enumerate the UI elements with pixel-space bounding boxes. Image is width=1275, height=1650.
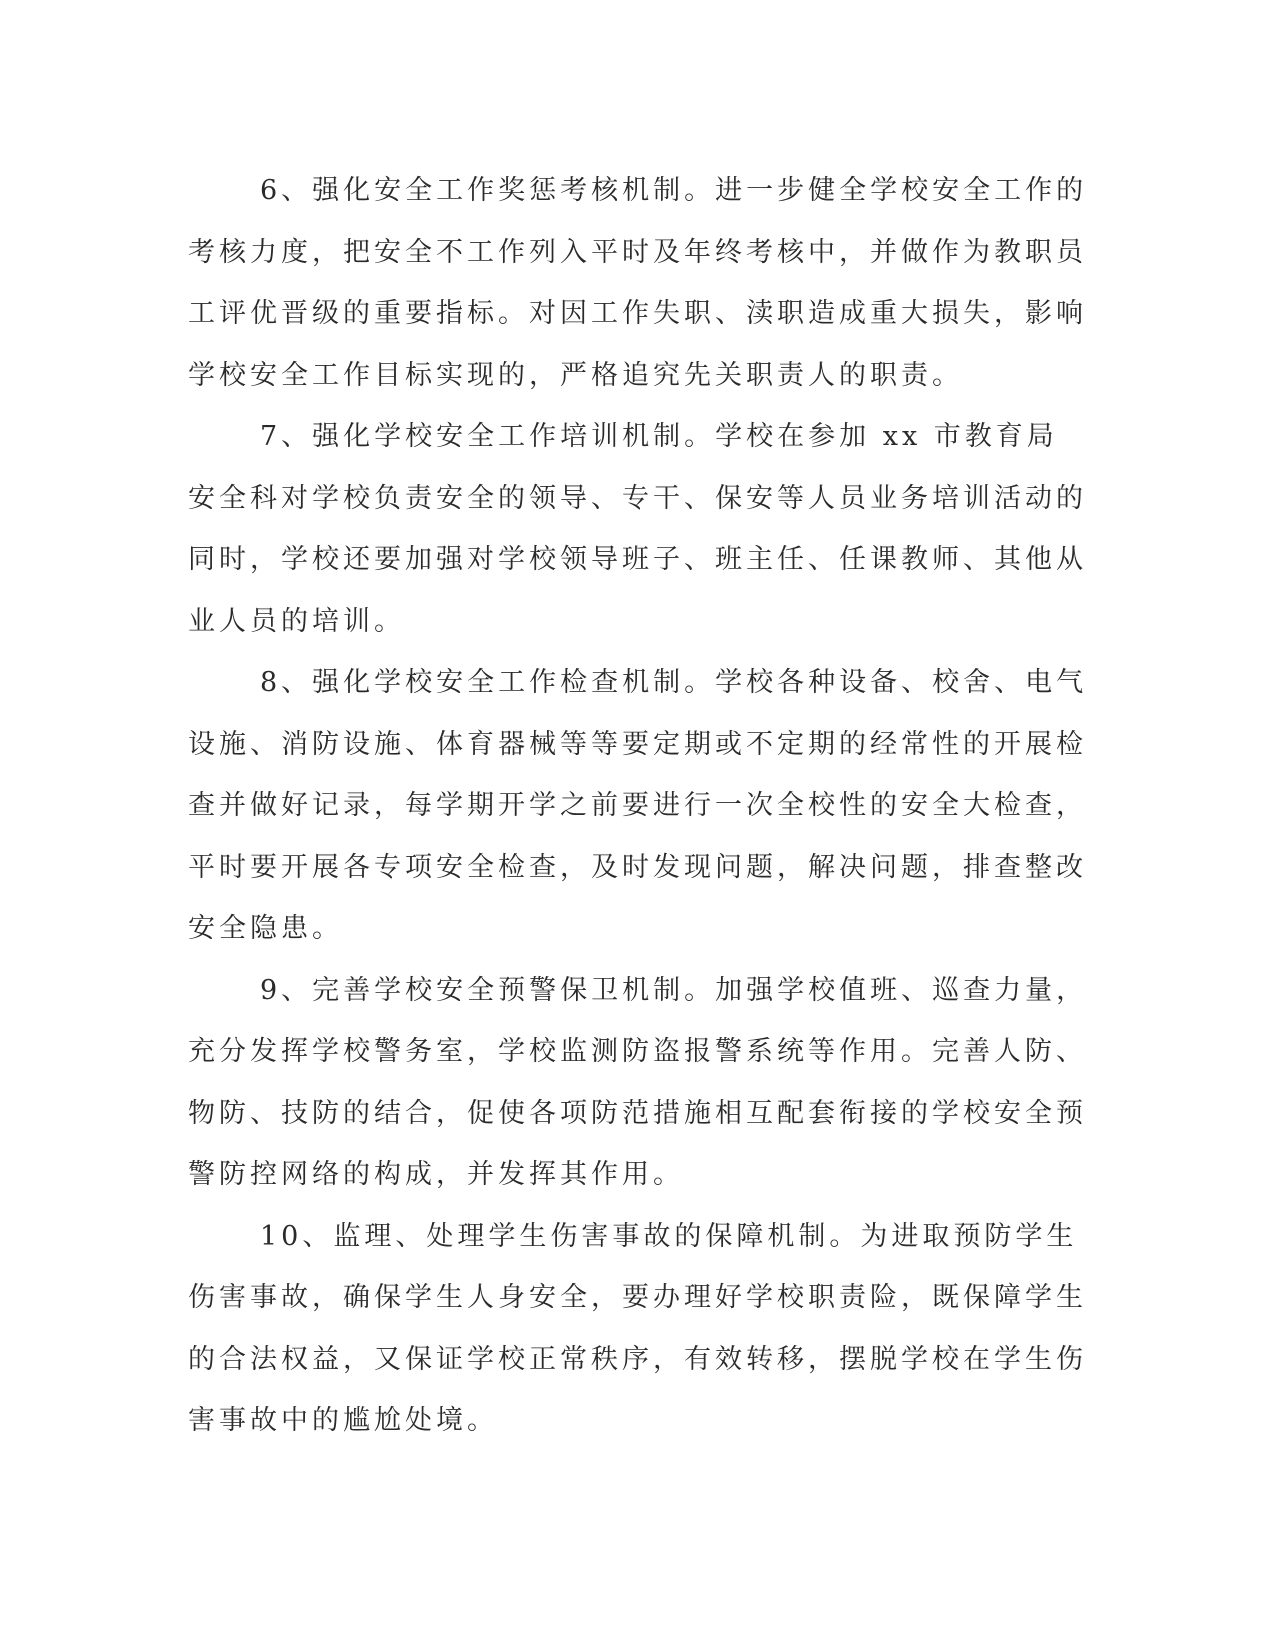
paragraph-10: 10、监理、处理学生伤害事故的保障机制。为进取预防学生伤害事故，确保学生人身安全，要办理好学校职责险，既保障学生的合法权益，又保证学校正常秩序，有效转移，摆脱学校在学生伤害事故中的尴尬处境。: [188, 1220, 1087, 1436]
document-body: [188, 160, 1088, 1452]
paragraph-6: 6、强化安全工作奖惩考核机制。进一步健全学校安全工作的考核力度，把安全不工作列入平时及年终考核中，并做作为教职员工评优晋级的重要指标。对因工作失职、渎职造成重大损失，影响学校安全工作目标实现的，严格追究先关职责人的职责。: [188, 175, 1088, 391]
paragraph-7: 7、强化学校安全工作培训机制。学校在参加 xx 市教育局安全科对学校负责安全的领导、专干、保安等人员业务培训活动的同时，学校还要加强对学校领导班子、班主任、任课教师、其他从业人员的培训。: [188, 421, 1087, 637]
paragraph-8: 8、强化学校安全工作检查机制。学校各种设备、校舍、电气设施、消防设施、体育器械等等要定期或不定期的经常性的开展检查并做好记录，每学期开学之前要进行一次全校性的安全大检查，平时要开展各专项安全检查，及时发现问题，解决问题，排查整改安全隐患。: [188, 667, 1088, 944]
paragraph-9: 9、完善学校安全预警保卫机制。加强学校值班、巡查力量，充分发挥学校警务室，学校监测防盗报警系统等作用。完善人防、物防、技防的结合，促使各项防范措施相互配套衔接的学校安全预警防控网络的构成，并发挥其作用。: [188, 974, 1088, 1190]
